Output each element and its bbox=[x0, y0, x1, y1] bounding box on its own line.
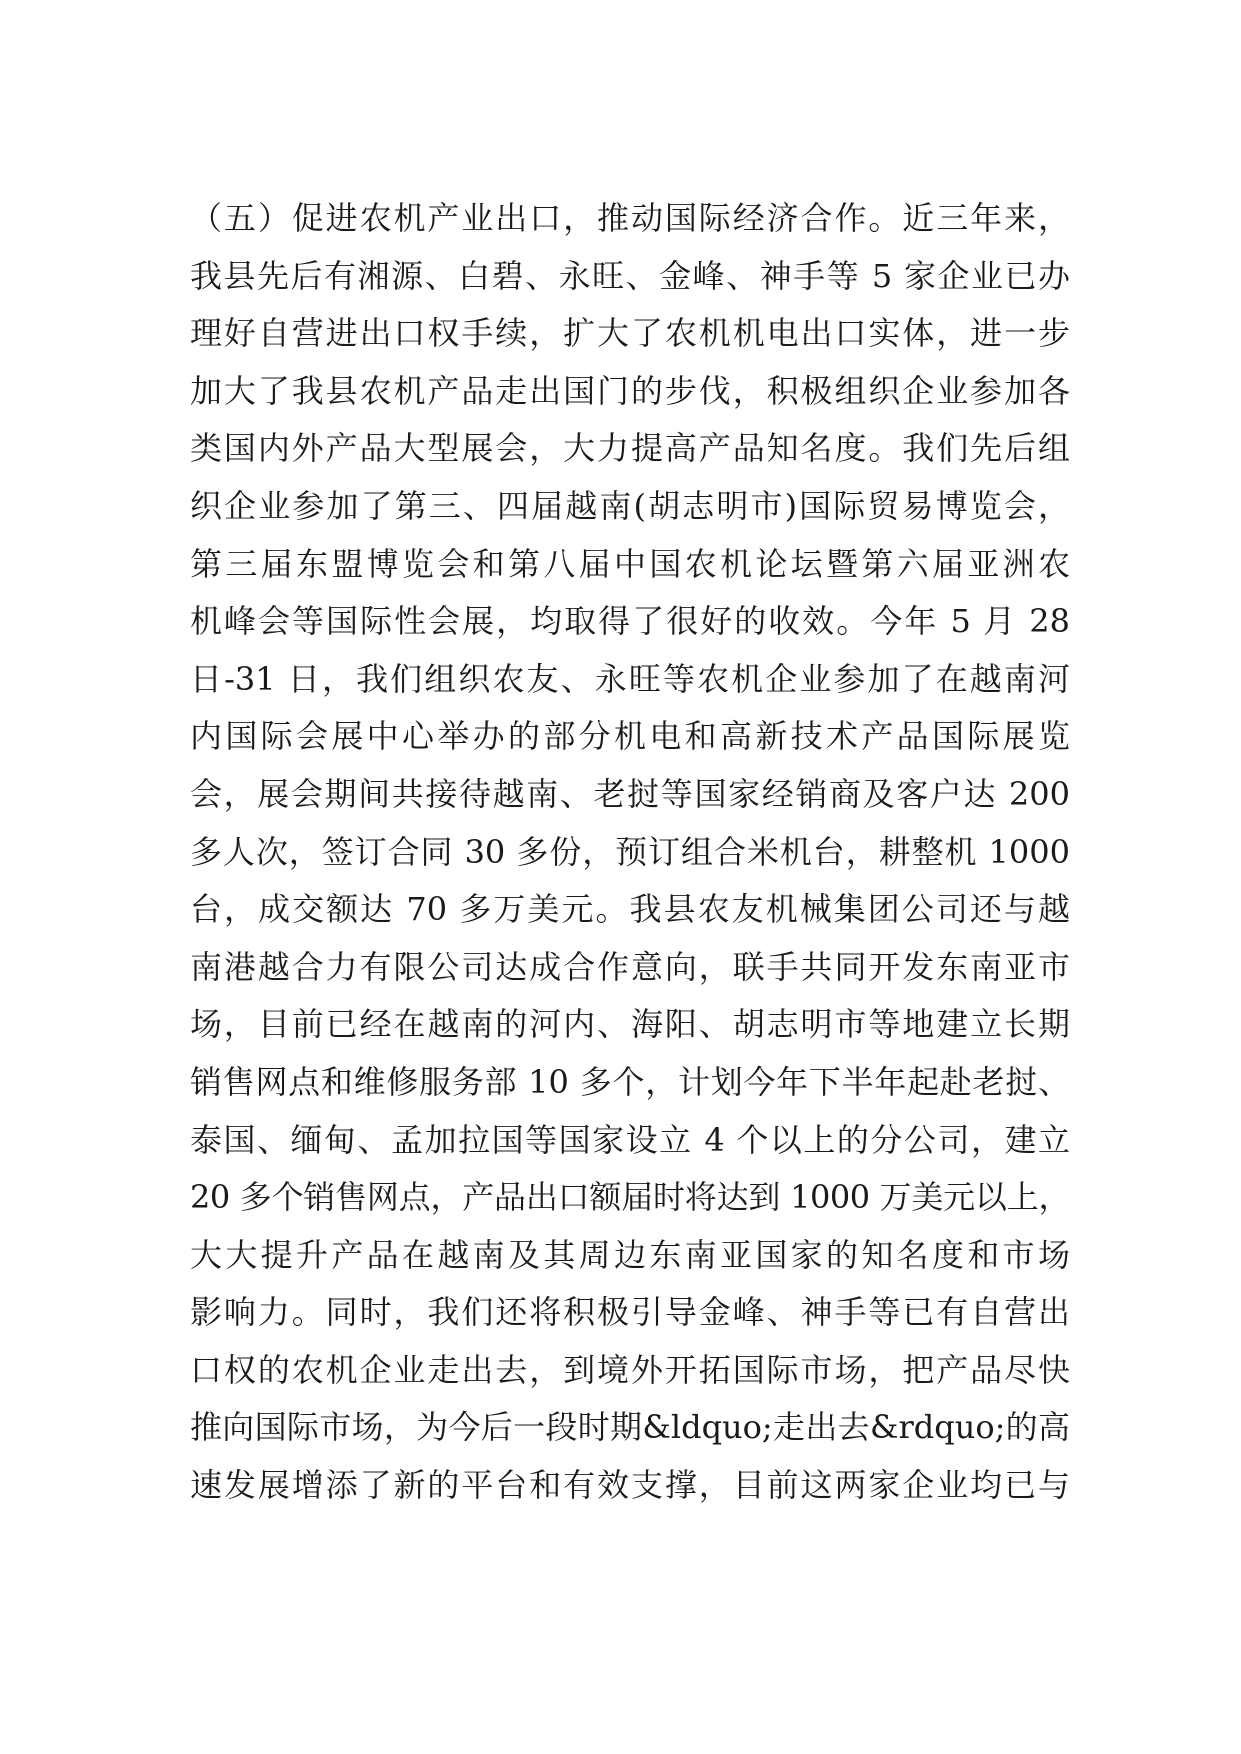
text-line: 20 多个销售网点，产品出口额届时将达到 1000 万美元以上， bbox=[190, 1178, 1070, 1217]
text-line: 会，展会期间共接待越南、老挝等国家经销商及客户达 200 bbox=[190, 774, 1070, 813]
text-line: 类国内外产品大型展会，大力提高产品知名度。我们先后组 bbox=[190, 429, 1070, 468]
text-line: 内国际会展中心举办的部分机电和高新技术产品国际展览 bbox=[190, 717, 1070, 756]
text-line: 多人次，签订合同 30 多份，预订组合米机台，耕整机 1000 bbox=[190, 832, 1070, 871]
text-line: 场，目前已经在越南的河内、海阳、胡志明市等地建立长期 bbox=[190, 1005, 1070, 1044]
text-line: 泰国、缅甸、孟加拉国等国家设立 4 个以上的分公司，建立 bbox=[190, 1120, 1070, 1159]
text-line: 我县先后有湘源、白碧、永旺、金峰、神手等 5 家企业已办 bbox=[190, 256, 1070, 295]
text-line: 大大提升产品在越南及其周边东南亚国家的知名度和市场 bbox=[190, 1235, 1070, 1274]
text-line: 加大了我县农机产品走出国门的步伐，积极组织企业参加各 bbox=[190, 371, 1070, 410]
text-line: 理好自营进出口权手续，扩大了农机机电出口实体，进一步 bbox=[190, 314, 1070, 353]
body-paragraph bbox=[190, 190, 1070, 1515]
text-line: 第三届东盟博览会和第八届中国农机论坛暨第六届亚洲农 bbox=[190, 544, 1070, 583]
text-line: 影响力。同时，我们还将积极引导金峰、神手等已有自营出 bbox=[190, 1293, 1070, 1332]
text-line: 织企业参加了第三、四届越南(胡志明市)国际贸易博览会， bbox=[190, 486, 1070, 525]
text-line: 南港越合力有限公司达成合作意向，联手共同开发东南亚市 bbox=[190, 947, 1070, 986]
text-line: 台，成交额达 70 多万美元。我县农友机械集团公司还与越 bbox=[190, 890, 1070, 929]
text-line: 机峰会等国际性会展，均取得了很好的收效。今年 5 月 28 bbox=[190, 602, 1070, 641]
text-line: 日-31 日，我们组织农友、永旺等农机企业参加了在越南河 bbox=[190, 659, 1070, 698]
text-line: 口权的农机企业走出去，到境外开拓国际市场，把产品尽快 bbox=[190, 1350, 1070, 1389]
text-line: 速发展增添了新的平台和有效支撑，目前这两家企业均已与 bbox=[190, 1466, 1070, 1505]
text-line: 推向国际市场，为今后一段时期&ldquo;走出去&rdquo;的高 bbox=[190, 1408, 1070, 1447]
text-line: （五）促进农机产业出口，推动国际经济合作。近三年来， bbox=[190, 199, 1070, 237]
text-line: 销售网点和维修服务部 10 多个，计划今年下半年起赴老挝、 bbox=[190, 1062, 1070, 1101]
